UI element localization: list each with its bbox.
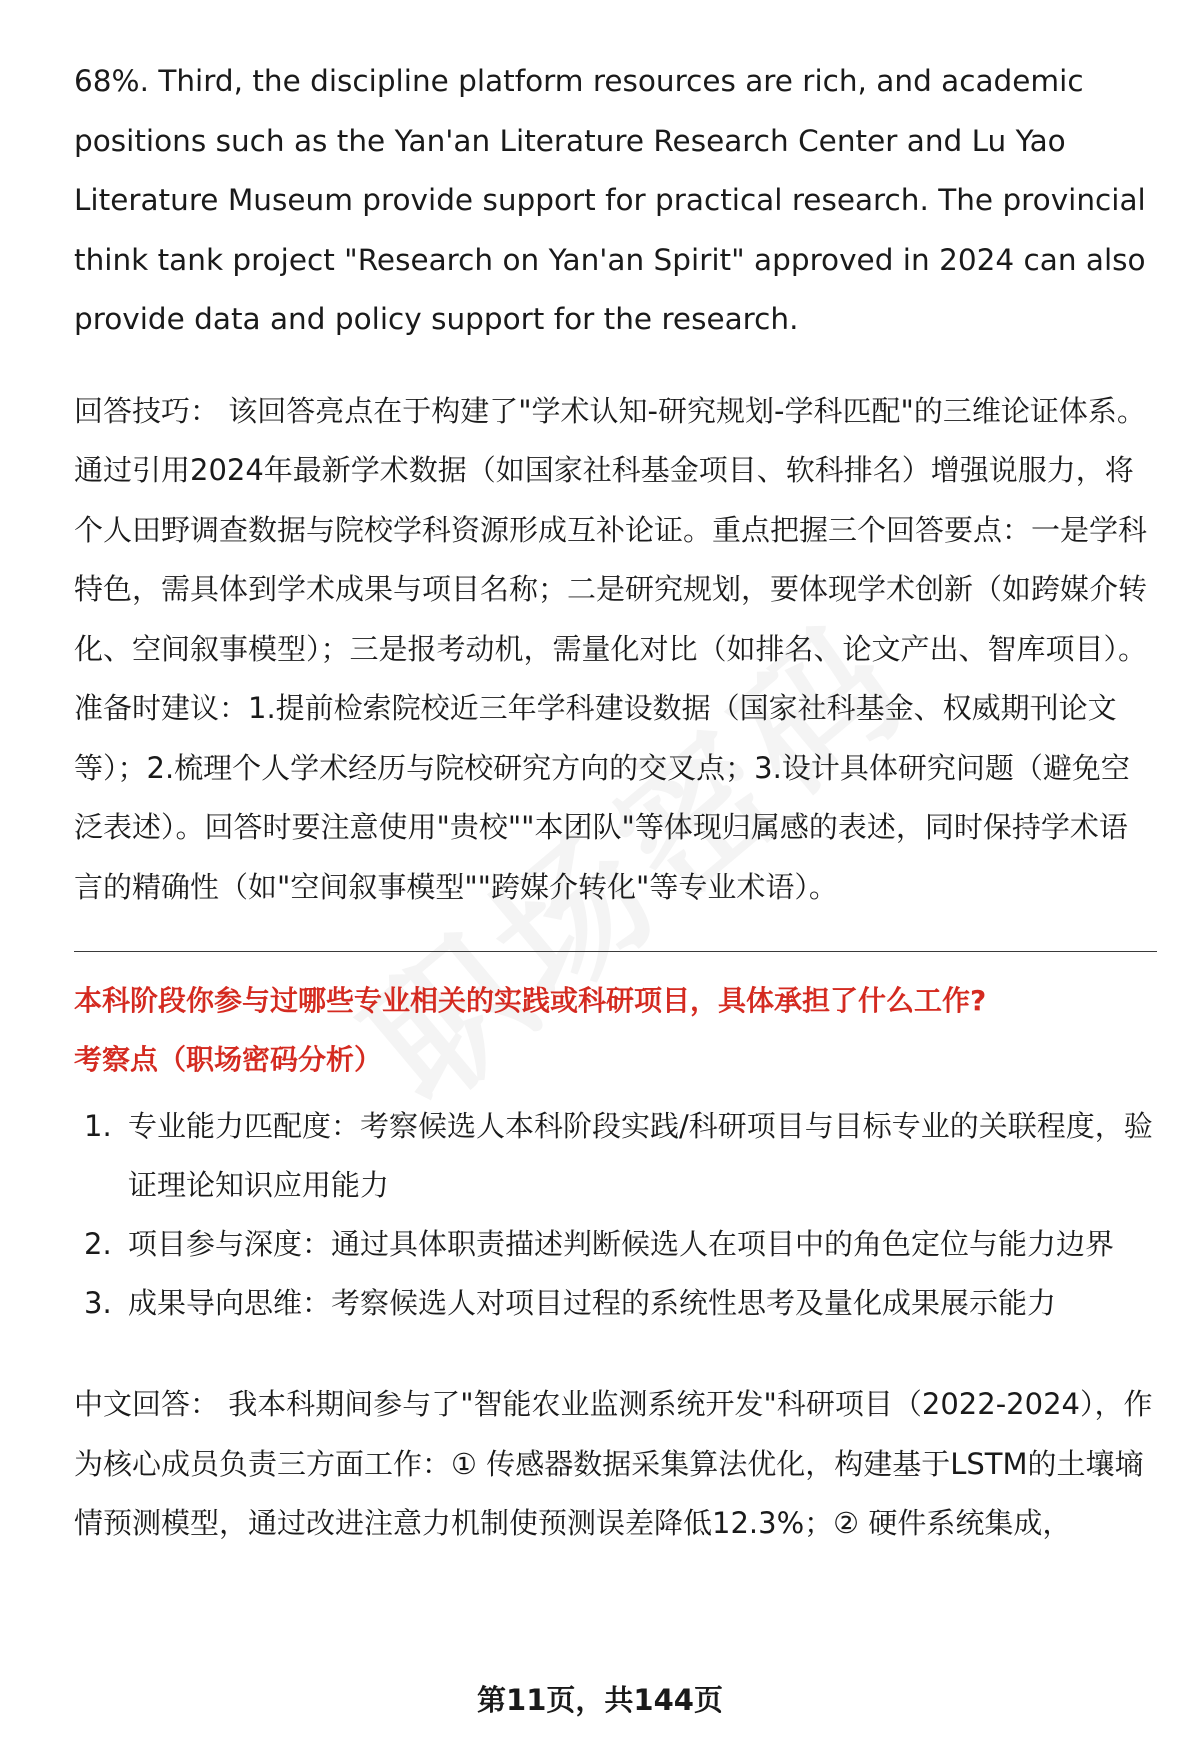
evaluation-points-list [74,1097,1154,1333]
intro-paragraph: 68%. Third, the discipline platform resources are rich, and academic positions such as the Yan'an Literature Research Center and Lu Yao Literature Museum provide support for practical research. The provincial think tank project "Research on Yan'an Spirit" approved in 2024 can also provide data and policy support for the research. [74,64,1146,336]
list-item-number: 3. [84,1286,112,1320]
question-title: 本科阶段你参与过哪些专业相关的实践或科研项目，具体承担了什么工作? [74,984,987,1017]
list-item-text: 项目参与深度：通过具体职责描述判断候选人在项目中的角色定位与能力边界 [128,1227,1115,1261]
list-item [74,1274,1154,1333]
list-item-number: 2. [84,1227,112,1261]
tips-paragraph: 回答技巧： 该回答亮点在于构建了"学术认知-研究规划-学科匹配"的三维论证体系。通过引用2024年最新学术数据（如国家社科基金项目、软科排名）增强说服力，将个人田野调查数据与院校学科资源形成互补论证。重点把握三个回答要点：一是学科特色，需具体到学术成果与项目名称；二是研究规划，要体现学术创新（如跨媒介转化、空间叙事模型）；三是报考动机，需量化对比（如排名、论文产出、智库项目）。准备时建议：1.提前检索院校近三年学科建设数据（国家社科基金、权威期刊论文等）；2.梳理个人学术经历与院校研究方向的交叉点；3.设计具体研究问题（避免空泛表述）。回答时要注意使用"贵校""本团队"等体现归属感的表述，同时保持学术语言的精确性（如"空间叙事模型""跨媒介转化"等专业术语）。 [74,393,1148,904]
answer-paragraph: 中文回答： 我本科期间参与了"智能农业监测系统开发"科研项目（2022-2024），作为核心成员负责三方面工作：① 传感器数据采集算法优化，构建基于LSTM的土壤墒情预测模型，通过改进注意力机制使预测误差降低12.3%；② 硬件系统集成， [74,1387,1153,1540]
section-divider [74,951,1157,952]
list-item [74,1097,1154,1215]
page-content [74,52,1154,1554]
question-subtitle: 考察点（职场密码分析） [74,1043,383,1076]
list-item-text: 成果导向思维：考察候选人对项目过程的系统性思考及量化成果展示能力 [128,1286,1057,1320]
list-item-number: 1. [84,1109,112,1143]
list-item [74,1215,1154,1274]
list-item-text: 专业能力匹配度：考察候选人本科阶段实践/科研项目与目标专业的关联程度，验证理论知识应用能力 [128,1109,1153,1202]
page-number-footer: 第11页，共144页 [477,1683,723,1717]
